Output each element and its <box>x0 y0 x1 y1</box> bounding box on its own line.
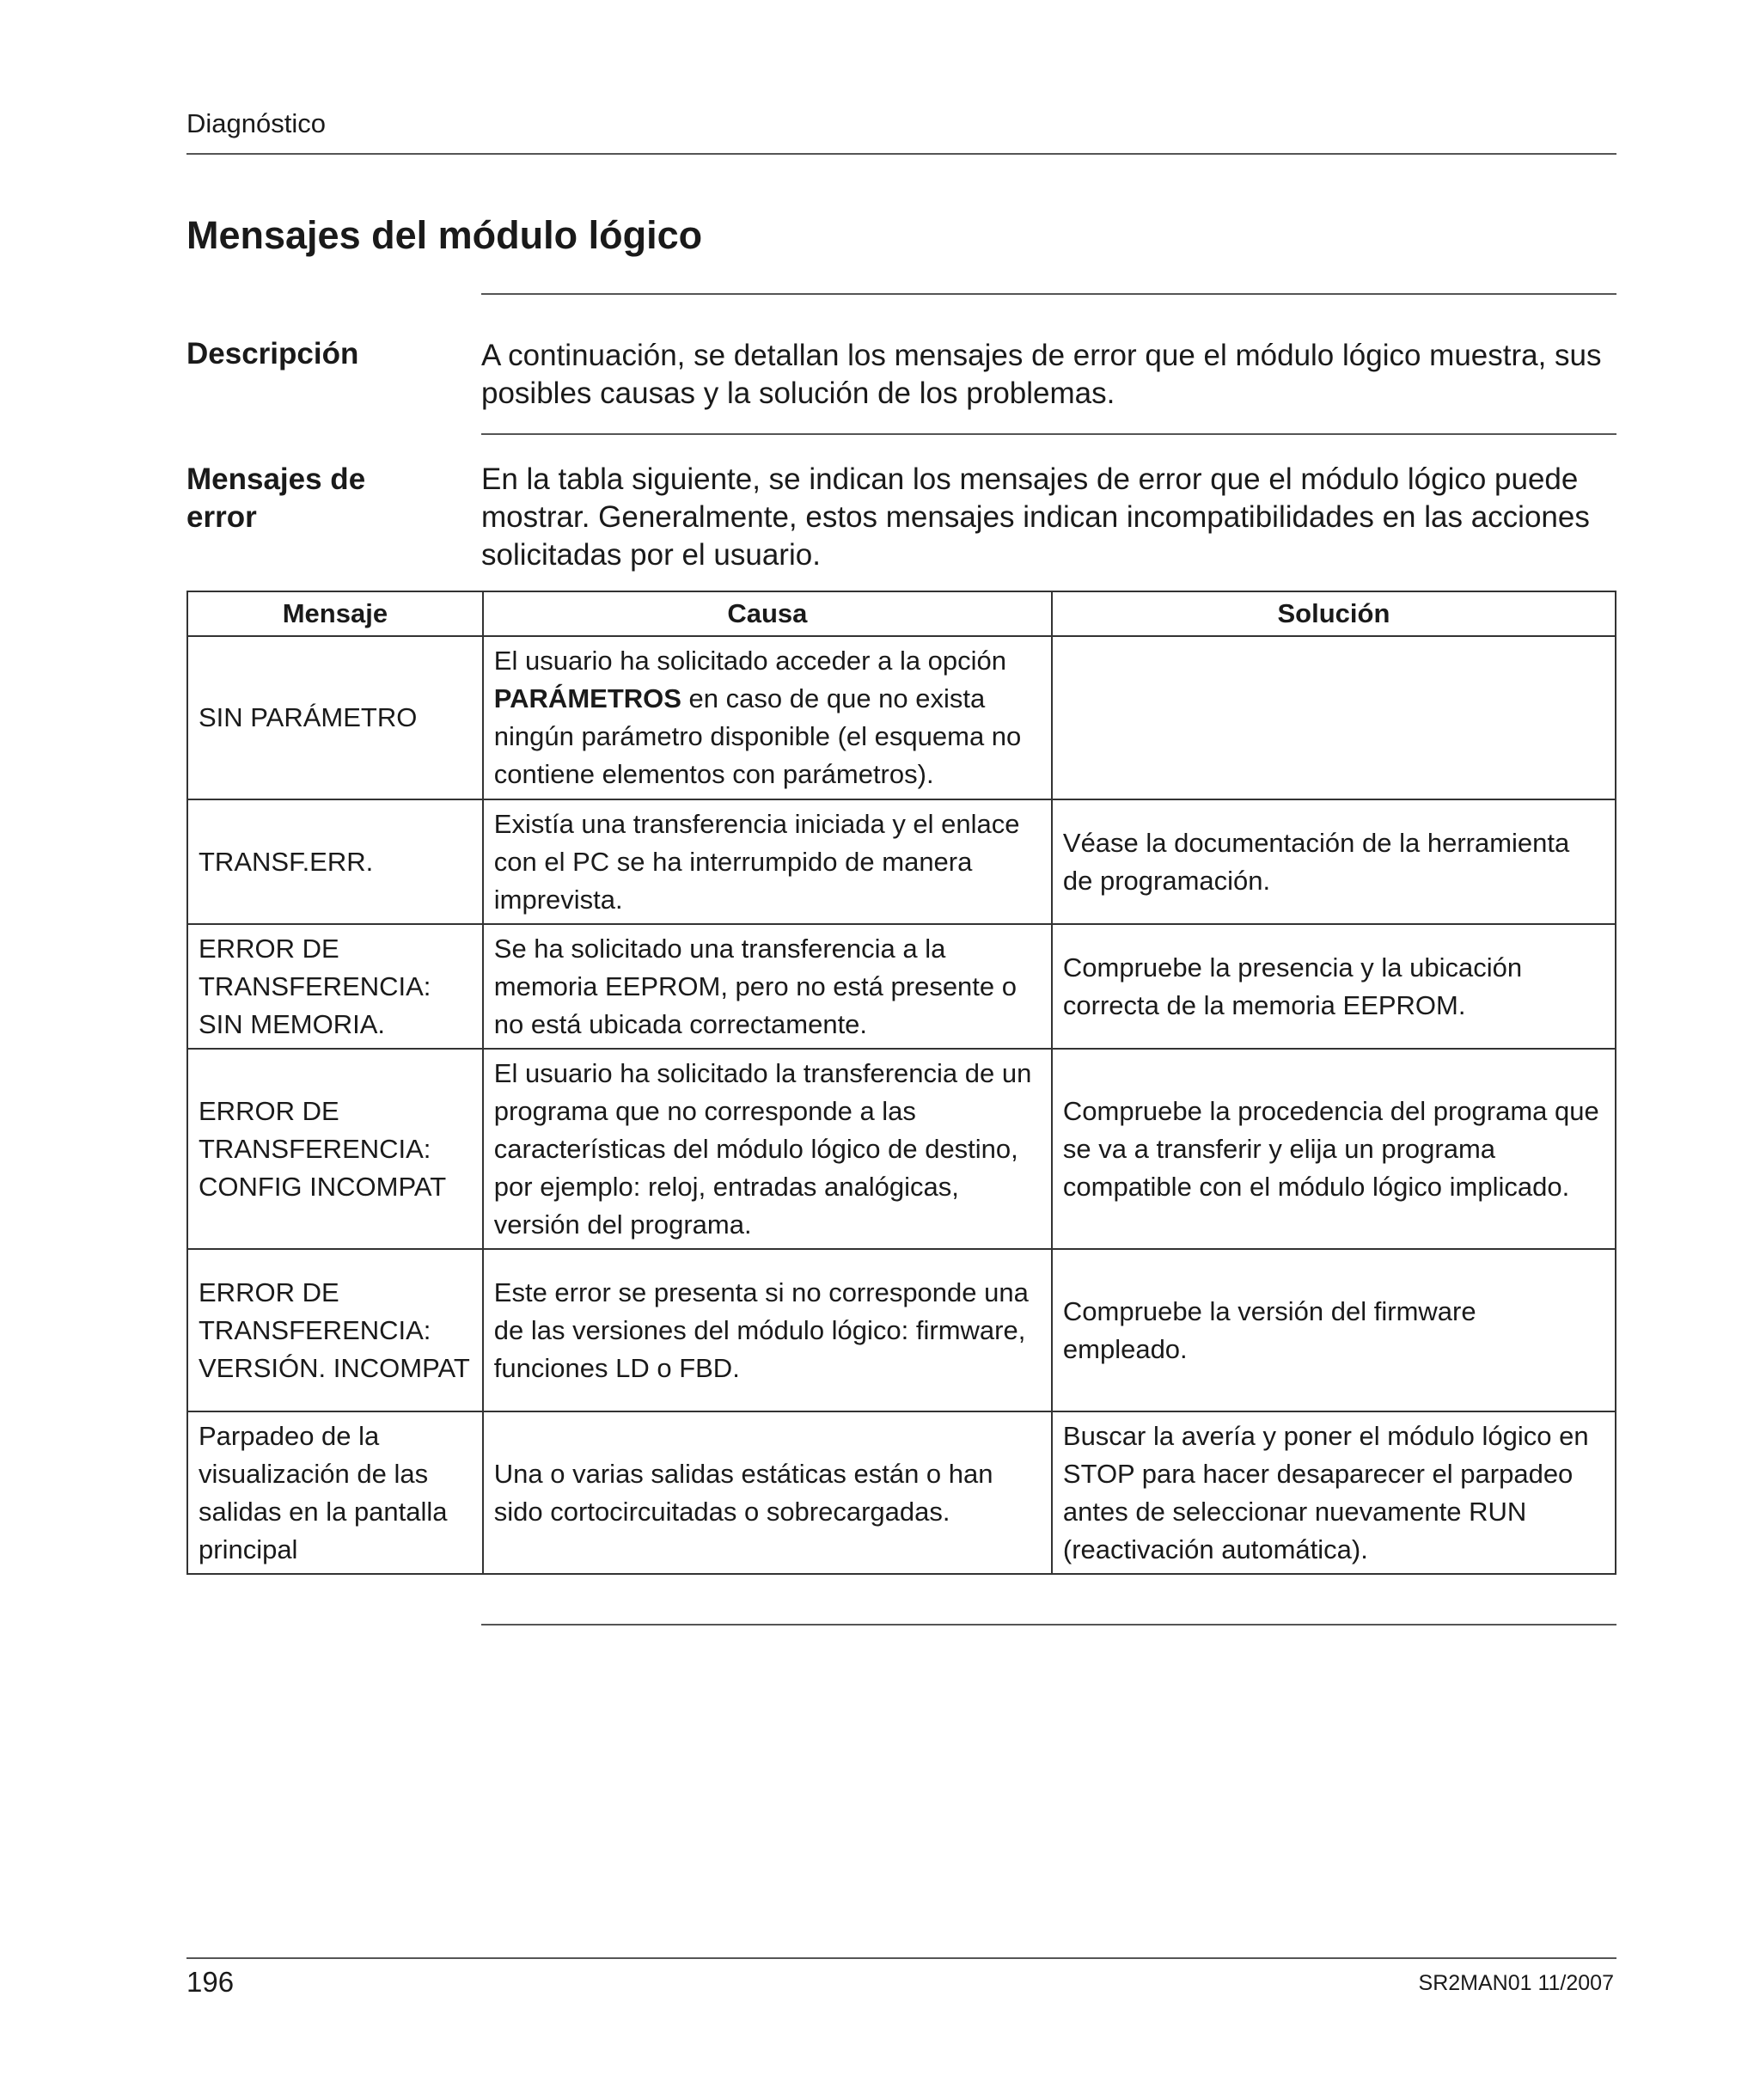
message-cell: ERROR DE TRANSFERENCIA: CONFIG INCOMPAT <box>187 1049 483 1249</box>
cause-cell: Se ha solicitado una transferencia a la memoria EEPROM, pero no está presente o no está ubicada correctamente. <box>483 924 1052 1049</box>
table-row <box>187 1049 1616 1249</box>
section-rule-description <box>481 293 1616 295</box>
header-solution: Solución <box>1052 591 1616 636</box>
section-end-rule <box>481 1624 1616 1626</box>
table-row <box>187 799 1616 924</box>
message-cell: ERROR DE TRANSFERENCIA: SIN MEMORIA. <box>187 924 483 1049</box>
solution-cell: Buscar la avería y poner el módulo lógico en STOP para hacer desaparecer el parpadeo antes de seleccionar nuevamente RUN (reactivación automática). <box>1052 1411 1616 1574</box>
error-messages-table <box>186 591 1616 1575</box>
message-cell: Parpadeo de la visualización de las salidas en la pantalla principal <box>187 1411 483 1574</box>
cause-text: en caso de que no exista ningún parámetro disponible (el esquema no contiene elementos con parámetros). <box>493 683 1022 789</box>
cause-cell: Una o varias salidas estáticas están o han sido cortocircuitadas o sobrecargadas. <box>483 1411 1052 1574</box>
message-cell: ERROR DE TRANSFERENCIA: VERSIÓN. INCOMPAT <box>187 1249 483 1411</box>
table-header-row <box>187 591 1616 636</box>
error-messages-label: Mensajes de error <box>186 462 366 534</box>
message-cell: TRANSF.ERR. <box>187 799 483 924</box>
error-messages-text: En la tabla siguiente, se indican los mensajes de error que el módulo lógico puede mostrar. Generalmente, estos mensajes indican incompatibilidades en las acciones solicitadas por el usuario. <box>481 462 1590 572</box>
cause-cell: Este error se presenta si no corresponde una de las versiones del módulo lógico: firmware, funciones LD o FBD. <box>483 1249 1052 1411</box>
cause-text: El usuario ha solicitado acceder a la opción <box>493 646 1007 676</box>
solution-cell <box>1052 636 1616 799</box>
footer-rule <box>186 1957 1616 1959</box>
header-rule <box>186 153 1616 155</box>
document-reference: SR2MAN01 11/2007 <box>1418 1971 1614 1995</box>
cause-cell: El usuario ha solicitado la transferencia de un programa que no corresponde a las características del módulo lógico de destino, por ejemplo: reloj, entradas analógicas, versión del programa. <box>483 1049 1052 1249</box>
solution-cell: Véase la documentación de la herramienta de programación. <box>1052 799 1616 924</box>
running-header: Diagnóstico <box>186 108 326 138</box>
cause-emphasis: PARÁMETROS <box>493 683 681 713</box>
description-label: Descripción <box>186 337 359 370</box>
solution-cell: Compruebe la presencia y la ubicación correcta de la memoria EEPROM. <box>1052 924 1616 1049</box>
message-cell: SIN PARÁMETRO <box>187 636 483 799</box>
table-row <box>187 1411 1616 1574</box>
section-rule-error-messages <box>481 433 1616 435</box>
solution-cell: Compruebe la versión del firmware empleado. <box>1052 1249 1616 1411</box>
page-title: Mensajes del módulo lógico <box>186 213 703 257</box>
table-row <box>187 636 1616 799</box>
table-row <box>187 924 1616 1049</box>
table-row <box>187 1249 1616 1411</box>
header-cause: Causa <box>483 591 1052 636</box>
cause-cell: Existía una transferencia iniciada y el enlace con el PC se ha interrumpido de manera imprevista. <box>483 799 1052 924</box>
header-message: Mensaje <box>187 591 483 636</box>
solution-cell: Compruebe la procedencia del programa que se va a transferir y elija un programa compatible con el módulo lógico implicado. <box>1052 1049 1616 1249</box>
page-number: 196 <box>186 1966 235 1998</box>
description-text: A continuación, se detallan los mensajes de error que el módulo lógico muestra, sus posibles causas y la solución de los problemas. <box>481 339 1602 410</box>
cause-cell <box>483 636 1052 799</box>
